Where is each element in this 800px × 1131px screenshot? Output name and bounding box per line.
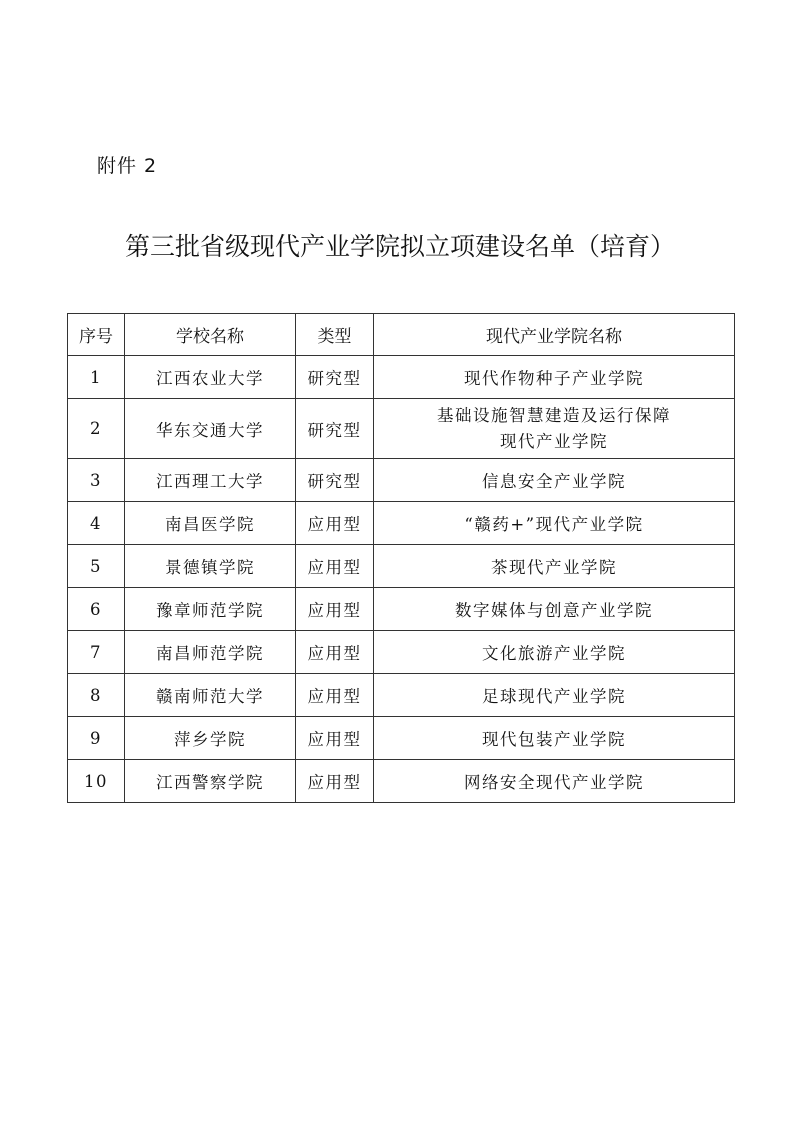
row-college: 现代包装产业学院 <box>374 717 735 760</box>
header-college-name: 现代产业学院名称 <box>374 314 735 356</box>
row-college-line-1: 基础设施智慧建造及运行保障 <box>437 405 671 425</box>
row-college: 文化旅游产业学院 <box>374 631 735 674</box>
row-number: 2 <box>68 399 125 459</box>
row-type: 研究型 <box>296 356 374 399</box>
table-row <box>68 631 735 674</box>
row-number: 8 <box>68 674 125 717</box>
table-row <box>68 356 735 399</box>
row-school: 南昌医学院 <box>125 502 296 545</box>
row-number: 7 <box>68 631 125 674</box>
row-college <box>374 399 735 459</box>
row-type: 研究型 <box>296 459 374 502</box>
row-number: 10 <box>68 760 125 803</box>
header-type: 类型 <box>296 314 374 356</box>
row-college-line-2: 现代产业学院 <box>500 431 608 451</box>
header-school-name: 学校名称 <box>125 314 296 356</box>
row-type: 应用型 <box>296 545 374 588</box>
attachment-label: 附件 2 <box>97 155 158 177</box>
table-row <box>68 674 735 717</box>
table-row <box>68 717 735 760</box>
table-row <box>68 545 735 588</box>
row-college: 现代作物种子产业学院 <box>374 356 735 399</box>
row-type: 研究型 <box>296 399 374 459</box>
row-school: 江西警察学院 <box>125 760 296 803</box>
row-school: 萍乡学院 <box>125 717 296 760</box>
table-row <box>68 588 735 631</box>
header-serial-number: 序号 <box>68 314 125 356</box>
row-college: 数字媒体与创意产业学院 <box>374 588 735 631</box>
row-school: 华东交通大学 <box>125 399 296 459</box>
row-type: 应用型 <box>296 502 374 545</box>
row-college: 网络安全现代产业学院 <box>374 760 735 803</box>
row-school: 南昌师范学院 <box>125 631 296 674</box>
row-college: “赣药+”现代产业学院 <box>374 502 735 545</box>
row-type: 应用型 <box>296 588 374 631</box>
table-row <box>68 502 735 545</box>
row-number: 3 <box>68 459 125 502</box>
row-number: 6 <box>68 588 125 631</box>
row-college: 信息安全产业学院 <box>374 459 735 502</box>
document-title: 第三批省级现代产业学院拟立项建设名单（培育） <box>124 232 675 261</box>
table-row <box>68 399 735 459</box>
row-number: 9 <box>68 717 125 760</box>
row-college: 足球现代产业学院 <box>374 674 735 717</box>
table-row <box>68 459 735 502</box>
row-college: 茶现代产业学院 <box>374 545 735 588</box>
row-type: 应用型 <box>296 631 374 674</box>
row-school: 江西农业大学 <box>125 356 296 399</box>
row-type: 应用型 <box>296 717 374 760</box>
row-number: 5 <box>68 545 125 588</box>
row-type: 应用型 <box>296 760 374 803</box>
college-list-table <box>67 313 735 803</box>
row-type: 应用型 <box>296 674 374 717</box>
row-school: 景德镇学院 <box>125 545 296 588</box>
row-school: 赣南师范大学 <box>125 674 296 717</box>
row-number: 4 <box>68 502 125 545</box>
table-header-row <box>68 314 735 356</box>
row-school: 江西理工大学 <box>125 459 296 502</box>
row-number: 1 <box>68 356 125 399</box>
table-row <box>68 760 735 803</box>
row-school: 豫章师范学院 <box>125 588 296 631</box>
